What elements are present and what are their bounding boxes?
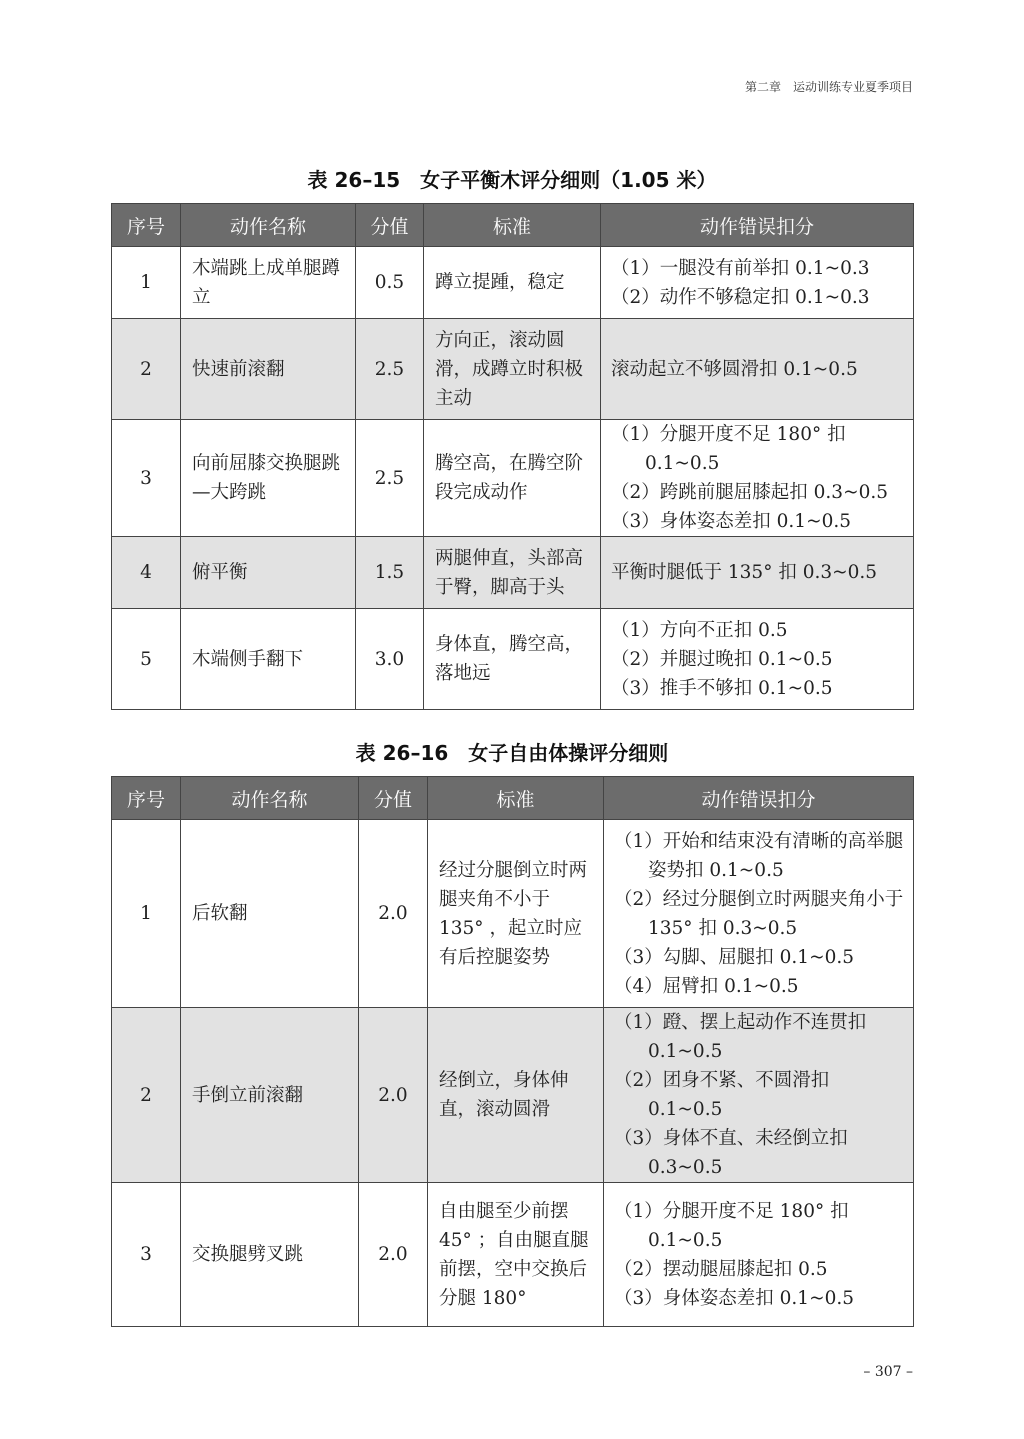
balance-beam-table <box>111 203 914 710</box>
score-value: 2.5 <box>356 319 424 420</box>
deduction-cell <box>601 537 914 609</box>
row-number: 5 <box>112 609 181 710</box>
deduction-item: （2）经过分腿倒立时两腿夹角小于 135° 扣 0.3~0.5 <box>614 888 904 939</box>
page-number: – 307 – <box>863 1364 913 1380</box>
deduction-item: （3）身体姿态差扣 0.1~0.5 <box>611 511 851 532</box>
action-name: 俯平衡 <box>181 537 356 609</box>
score-value: 3.0 <box>356 609 424 710</box>
deduction-item: （1）一腿没有前举扣 0.1~0.3 <box>611 257 870 279</box>
deduction-item: （3）推手不够扣 0.1~0.5 <box>611 677 833 699</box>
table-row <box>112 537 914 609</box>
score-value: 1.5 <box>356 537 424 609</box>
table-row <box>112 319 914 420</box>
deduction-item: 平衡时腿低于 135° 扣 0.3~0.5 <box>611 562 878 583</box>
deduction-item: （3）身体不直、未经倒立扣 0.3~0.5 <box>614 1128 848 1178</box>
action-name: 交换腿劈叉跳 <box>181 1183 359 1327</box>
header-action-name: 动作名称 <box>181 204 356 247</box>
action-name: 木端跳上成单腿蹲立 <box>181 247 356 319</box>
row-number: 2 <box>112 1008 181 1183</box>
deduction-item: （2）动作不够稳定扣 0.1~0.3 <box>611 286 870 308</box>
header-number: 序号 <box>112 777 181 820</box>
action-name: 向前屈膝交换腿跳—大跨跳 <box>181 420 356 537</box>
deduction-item: （2）并腿过晚扣 0.1~0.5 <box>611 648 833 670</box>
deduction-cell <box>604 1008 914 1183</box>
score-value: 2.0 <box>359 1183 428 1327</box>
header-action-name: 动作名称 <box>181 777 359 820</box>
table-row <box>112 820 914 1008</box>
row-number: 2 <box>112 319 181 420</box>
standard-text: 蹲立提踵，稳定 <box>424 247 601 319</box>
table-caption-26-15: 表 26–15 女子平衡木评分细则（1.05 米） <box>307 168 717 192</box>
deduction-cell <box>601 420 914 537</box>
table-row <box>112 1008 914 1183</box>
deduction-item: （2）跨跳前腿屈膝起扣 0.3~0.5 <box>611 482 888 503</box>
score-value: 2.0 <box>359 1008 428 1183</box>
floor-exercise-table <box>111 776 914 1327</box>
header-deductions: 动作错误扣分 <box>601 204 914 247</box>
score-value: 2.0 <box>359 820 428 1008</box>
deduction-cell <box>604 1183 914 1327</box>
header-score: 分值 <box>359 777 428 820</box>
deduction-item: （3）身体姿态差扣 0.1~0.5 <box>614 1287 854 1309</box>
deduction-item: （2）摆动腿屈膝起扣 0.5 <box>614 1258 828 1280</box>
standard-text: 经倒立，身体伸直，滚动圆滑 <box>428 1008 604 1183</box>
standard-text: 身体直，腾空高，落地远 <box>424 609 601 710</box>
deduction-cell <box>604 820 914 1008</box>
table-header-row <box>112 777 914 820</box>
deduction-item: （1）蹬、摆上起动作不连贯扣 0.1~0.5 <box>614 1012 867 1062</box>
header-standard: 标准 <box>428 777 604 820</box>
deduction-item: （1）分腿开度不足 180° 扣 0.1~0.5 <box>614 1200 849 1251</box>
standard-text: 经过分腿倒立时两腿夹角不小于 135° ，起立时应有后控腿姿势 <box>428 820 604 1008</box>
table-row <box>112 420 914 537</box>
action-name: 手倒立前滚翻 <box>181 1008 359 1183</box>
deduction-item: （4）屈臂扣 0.1~0.5 <box>614 975 799 997</box>
action-name: 后软翻 <box>181 820 359 1008</box>
standard-text: 方向正，滚动圆滑，成蹲立时积极主动 <box>424 319 601 420</box>
score-value: 0.5 <box>356 247 424 319</box>
standard-text: 自由腿至少前摆 45° ；自由腿直腿前摆，空中交换后分腿 180° <box>428 1183 604 1327</box>
table-row <box>112 1183 914 1327</box>
action-name: 快速前滚翻 <box>181 319 356 420</box>
table-caption-26-16: 表 26–16 女子自由体操评分细则 <box>355 741 669 765</box>
action-name: 木端侧手翻下 <box>181 609 356 710</box>
deduction-item: （1）方向不正扣 0.5 <box>611 619 788 641</box>
row-number: 1 <box>112 247 181 319</box>
row-number: 4 <box>112 537 181 609</box>
row-number: 3 <box>112 1183 181 1327</box>
deduction-item: （1）开始和结束没有清晰的高举腿姿势扣 0.1~0.5 <box>614 830 904 881</box>
row-number: 3 <box>112 420 181 537</box>
score-value: 2.5 <box>356 420 424 537</box>
table-row <box>112 609 914 710</box>
deduction-cell <box>601 609 914 710</box>
header-number: 序号 <box>112 204 181 247</box>
header-score: 分值 <box>356 204 424 247</box>
row-number: 1 <box>112 820 181 1008</box>
header-deductions: 动作错误扣分 <box>604 777 914 820</box>
deduction-item: （1）分腿开度不足 180° 扣 0.1~0.5 <box>611 424 846 474</box>
deduction-item: （3）勾脚、屈腿扣 0.1~0.5 <box>614 946 854 968</box>
deduction-cell <box>601 319 914 420</box>
deduction-cell <box>601 247 914 319</box>
table-header-row <box>112 204 914 247</box>
deduction-item: （2）团身不紧、不圆滑扣 0.1~0.5 <box>614 1070 830 1120</box>
header-standard: 标准 <box>424 204 601 247</box>
standard-text: 两腿伸直，头部高于臀，脚高于头 <box>424 537 601 609</box>
standard-text: 腾空高，在腾空阶段完成动作 <box>424 420 601 537</box>
running-header: 第二章 运动训练专业夏季项目 <box>744 80 913 94</box>
deduction-item: 滚动起立不够圆滑扣 0.1~0.5 <box>611 358 858 380</box>
table-row <box>112 247 914 319</box>
